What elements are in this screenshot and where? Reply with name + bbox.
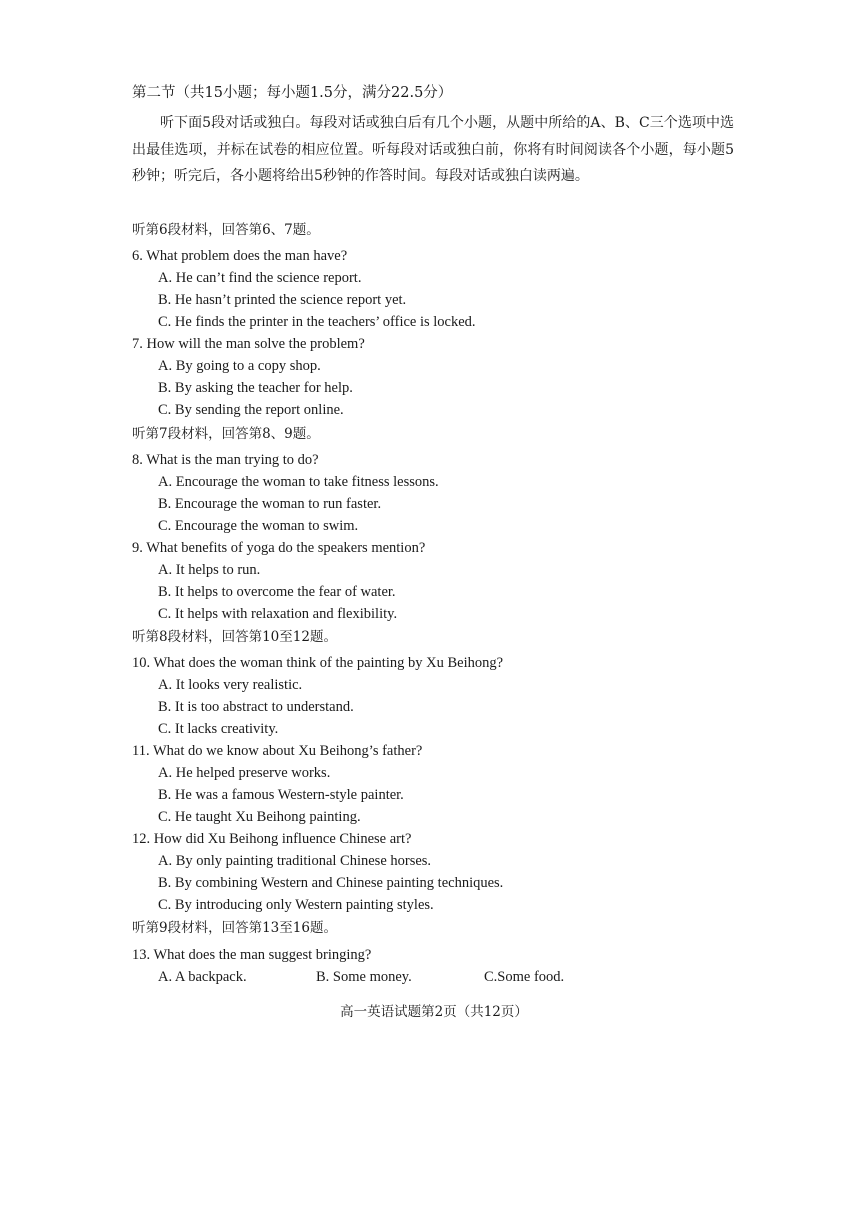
page-footer: 高一英语试题第2页（共12页） <box>340 1004 528 1020</box>
answer-option: C. He taught Xu Beihong painting. <box>158 809 361 825</box>
section-instructions: 听下面5段对话或独白。每段对话或独白后有几个小题，从题中所给的A、B、C三个选项中选出最佳选项，并标在试卷的相应位置。听每段对话或独白前，你将有时间阅读各个小题，每小题5秒钟；听完后，各小题将给出5秒钟的作答时间。每段对话或独白读两遍。 <box>132 115 734 184</box>
material-intro: 听第7段材料，回答第8、9题。 <box>132 426 320 442</box>
answer-option: A. By going to a copy shop. <box>158 358 321 374</box>
answer-option: A. A backpack. <box>158 969 247 985</box>
material-intro: 听第9段材料，回答第13至16题。 <box>132 920 337 936</box>
section-heading: 第二节（共15小题；每小题1.5分，满分22.5分） <box>132 85 453 101</box>
answer-option: A. By only painting traditional Chinese horses. <box>158 853 432 869</box>
answer-option: B. He hasn’t printed the science report yet. <box>158 292 407 308</box>
answer-option: B. By combining Western and Chinese painting techniques. <box>158 875 504 891</box>
answer-option: A. He helped preserve works. <box>158 765 331 781</box>
answer-option: B. It is too abstract to understand. <box>158 699 354 715</box>
question-stem: 10. What does the woman think of the painting by Xu Beihong? <box>132 655 504 671</box>
material-intro: 听第8段材料，回答第10至12题。 <box>132 629 337 645</box>
answer-option: C. It lacks creativity. <box>158 721 279 737</box>
answer-option: C. By introducing only Western painting styles. <box>158 897 434 913</box>
question-stem: 8. What is the man trying to do? <box>132 452 319 468</box>
question-stem: 9. What benefits of yoga do the speakers mention? <box>132 540 426 556</box>
answer-option: B. He was a famous Western-style painter. <box>158 787 404 803</box>
question-stem: 12. How did Xu Beihong influence Chinese art? <box>132 831 412 847</box>
answer-option: B. It helps to overcome the fear of water. <box>158 584 396 600</box>
answer-option: C. Encourage the woman to swim. <box>158 518 359 534</box>
question-stem: 13. What does the man suggest bringing? <box>132 947 372 963</box>
question-stem: 7. How will the man solve the problem? <box>132 336 365 352</box>
question-stem: 6. What problem does the man have? <box>132 248 348 264</box>
answer-option: C. It helps with relaxation and flexibility. <box>158 606 398 622</box>
answer-option: C.Some food. <box>484 969 565 985</box>
answer-option: B. Encourage the woman to run faster. <box>158 496 382 512</box>
answer-option: B. By asking the teacher for help. <box>158 380 353 396</box>
answer-options-row <box>158 967 718 987</box>
material-intro: 听第6段材料，回答第6、7题。 <box>132 222 320 238</box>
answer-option: C. He finds the printer in the teachers’ office is locked. <box>158 314 476 330</box>
answer-option: A. Encourage the woman to take fitness lessons. <box>158 474 439 490</box>
answer-option: A. It helps to run. <box>158 562 261 578</box>
answer-option: A. It looks very realistic. <box>158 677 303 693</box>
answer-option: A. He can’t find the science report. <box>158 270 362 286</box>
answer-option: B. Some money. <box>316 969 412 985</box>
question-stem: 11. What do we know about Xu Beihong’s father? <box>132 743 423 759</box>
answer-option: C. By sending the report online. <box>158 402 344 418</box>
